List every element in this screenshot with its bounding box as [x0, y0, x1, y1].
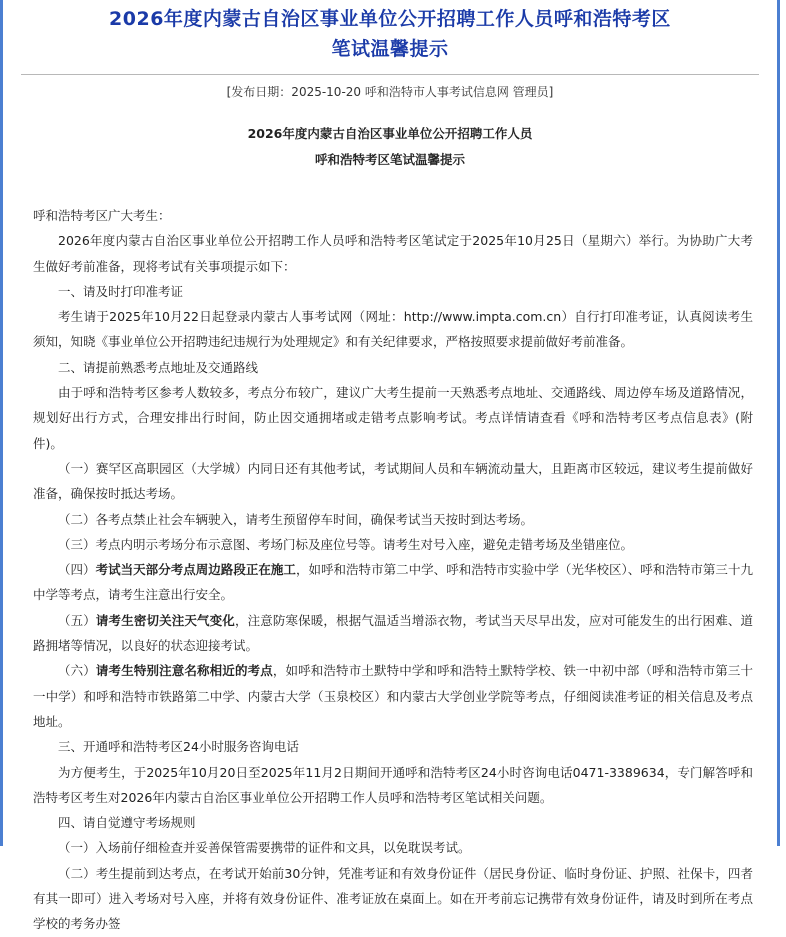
- item-4-emphasis: 考试当天部分考点周边路段正在施工: [95, 562, 296, 578]
- item-6-rest: ，如呼和浩特市土默特中学和呼和浩特土默特学校、铁一中初中部（呼和浩特市第三十一中学）和呼和浩特市铁路第二中学、内蒙古大学（玉泉校区）和内蒙古大学创业学院等考点，仔细阅读准考证的相关信息及考点地址。: [33, 663, 753, 729]
- section-3-paragraph: 为方便考生，于2025年10月20日至2025年11月2日期间开通呼和浩特考区24小时咨询电话0471-3389634，专门解答呼和浩特考区考生对2026年内蒙古自治区事业单位公开招聘工作人员呼和浩特考区笔试相关问题。: [33, 764, 753, 805]
- item-5-rest: ，注意防寒保暖，根据气温适当增添衣物，考试当天尽早出发，应对可能发生的出行困难、道路拥堵等情况，以良好的状态迎接考试。: [33, 612, 753, 654]
- section-4-heading: 四、请自觉遵守考场规则: [58, 815, 196, 831]
- section-2-item-6: [33, 658, 753, 734]
- section-2-item-4: [33, 557, 753, 608]
- section-1-paragraph: 考生请于2025年10月22日起登录内蒙古人事考试网（网址：http://www.impta.com.cn）自行打印准考证，认真阅读考生须知，知晓《事业单位公开招聘违纪违规行为处理规定》和有关纪律要求，严格按照要求提前做好考前准备。: [33, 309, 753, 350]
- page-title-line2: 笔试温馨提示: [331, 38, 449, 60]
- item-6-lead: （六）: [58, 663, 96, 679]
- article-title-line1: 2026年度内蒙古自治区事业单位公开招聘工作人员: [247, 126, 533, 141]
- page-title: [3, 4, 777, 64]
- section-2-item-1: （一）赛罕区高职园区（大学城）内同日还有其他考试，考试期间人员和车辆流动量大，且距离市区较远，建议考生提前做好准备，确保按时抵达考场。: [33, 460, 753, 502]
- article-title: [3, 121, 777, 173]
- section-3-heading: 三、开通呼和浩特考区24小时服务咨询电话: [58, 739, 299, 755]
- intro-paragraph: 2026年度内蒙古自治区事业单位公开招聘工作人员呼和浩特考区笔试定于2025年10月25日（星期六）举行。为协助广大考生做好考前准备，现将考试有关事项提示如下：: [33, 233, 753, 274]
- article-title-line2: 呼和浩特考区笔试温馨提示: [314, 152, 465, 167]
- item-5-emphasis: 请考生密切关注天气变化: [95, 612, 235, 628]
- page-title-line1: 2026年度内蒙古自治区事业单位公开招聘工作人员呼和浩特考区: [109, 8, 671, 30]
- section-2-item-5: [33, 608, 753, 659]
- publish-meta: [发布日期：2025-10-20 呼和浩特市人事考试信息网 管理员]: [226, 85, 554, 99]
- item-4-rest: ，如呼和浩特市第二中学、呼和浩特市实验中学（光华校区）、呼和浩特市第三十九中学等考点，请考生注意出行安全。: [33, 562, 753, 603]
- greeting: 呼和浩特考区广大考生：: [33, 208, 171, 223]
- section-2-item-3: （三）考点内明示考场分布示意图、考场门标及座位号等。请考生对号入座，避免走错考场及坐错座位。: [58, 536, 634, 552]
- article-body: [3, 203, 777, 937]
- item-6-emphasis: 请考生特别注意名称相近的考点: [95, 663, 273, 679]
- title-divider: [21, 74, 759, 75]
- section-2-item-2: （二）各考点禁止社会车辆驶入，请考生预留停车时间，确保考试当天按时到达考场。: [58, 511, 534, 527]
- section-4-item-1: （一）入场前仔细检查并妥善保管需要携带的证件和文具，以免耽误考试。: [58, 840, 471, 856]
- section-2-heading: 二、请提前熟悉考点地址及交通路线: [58, 359, 259, 375]
- item-5-lead: （五）: [58, 612, 96, 628]
- section-4-item-2: （二）考生提前到达考点，在考试开始前30分钟，凭准考证和有效身份证件（居民身份证、临时身份证、护照、社保卡，四者有其一即可）进入考场对号入座，并将有效身份证件、准考证放在桌面上。如在开考前忘记携带有效身份证件，请及时到所在考点学校的考务办签: [33, 865, 753, 932]
- section-2-paragraph: 由于呼和浩特考区参考人数较多，考点分布较广，建议广大考生提前一天熟悉考点地址、交通路线、周边停车场及道路情况，规划好出行方式，合理安排出行时间，防止因交通拥堵或走错考点影响考试。考点详情请查看《呼和浩特考区考点信息表》(附件)。: [33, 385, 753, 451]
- item-4-lead: （四）: [58, 562, 96, 578]
- section-1-heading: 一、请及时打印准考证: [58, 283, 184, 299]
